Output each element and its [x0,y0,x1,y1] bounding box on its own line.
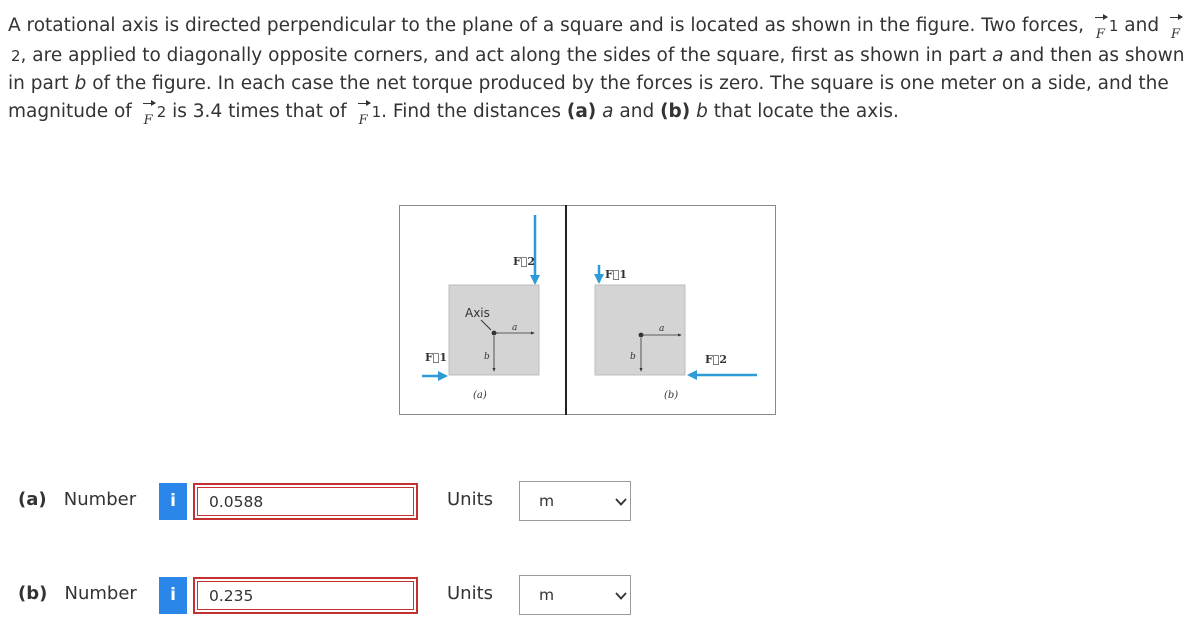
part-label: (a) [18,489,47,510]
units-selected-value: m [539,586,555,604]
caption-a: (a) [473,390,487,401]
problem-text: and [613,101,661,122]
axis-point-icon [492,331,497,336]
subscript: 1 [1108,17,1119,35]
problem-statement [8,12,1188,128]
problem-text: that locate the axis. [707,101,899,122]
force-f1-label: F⃗1 [605,268,628,281]
answer-value[interactable]: 0.235 [197,581,414,610]
question-a-marker: (a) [566,101,597,122]
force-f2-symbol: F [144,107,153,135]
info-icon[interactable]: i [159,483,187,520]
dimension-b-label: b [630,352,636,362]
problem-text: and then as shown in part [8,45,1185,94]
answer-row-label [18,583,137,604]
problem-text: A rotational axis is directed perpendicular to the plane of a square and is located as shown in the figure. Two forces, [8,15,1090,36]
part-b-ref: b [74,73,87,94]
force-f2-symbol: F [1171,21,1180,49]
subscript: 2 [11,47,21,65]
dimension-a-label: a [659,324,665,334]
force-f2-label: F⃗2 [513,255,536,268]
units-label: Units [447,583,494,604]
axis-label: Axis [465,306,490,320]
chevron-down-icon [614,589,628,603]
number-label: Number [63,489,137,510]
variable-a: a [602,101,614,122]
problem-text: . Find the distances [381,101,567,122]
answer-row-a [0,479,1193,523]
subscript: 1 [371,103,382,121]
chevron-down-icon [614,495,628,509]
answer-input-a[interactable] [193,483,418,520]
answer-row-label [18,489,136,510]
problem-text: , are applied to diagonally opposite corners, and act along the sides of the square, first as shown in part [20,45,993,66]
problem-text: and [1118,15,1165,36]
part-a-ref: a [992,45,1004,66]
force-f2-label: F⃗2 [705,353,728,366]
units-label: Units [447,489,494,510]
part-label: (b) [18,583,48,604]
variable-b: b [696,101,708,122]
units-select-b[interactable] [519,575,631,615]
answer-row-b [0,573,1193,617]
number-label: Number [64,583,137,604]
dimension-b-label: b [484,352,490,362]
units-select-a[interactable] [519,481,631,521]
subscript: 2 [156,103,167,121]
caption-b: (b) [664,390,679,401]
info-icon[interactable]: i [159,577,187,614]
axis-point-icon [639,333,644,338]
problem-text: of the figure. In each case the net torque produced by the forces is zero. The square is one meter on a side, and the magnitude of [8,73,1169,122]
torque-figure [399,205,776,415]
force-f1-label: F⃗1 [425,351,448,364]
problem-text: is 3.4 times that of [166,101,353,122]
question-b-marker: (b) [660,101,691,122]
units-selected-value: m [539,492,555,510]
answer-input-b[interactable] [193,577,418,614]
dimension-a-label: a [512,323,518,333]
force-f1-symbol: F [359,107,368,135]
square-b [595,285,685,375]
force-f1-symbol: F [1096,21,1105,49]
answer-value[interactable]: 0.0588 [197,487,414,516]
